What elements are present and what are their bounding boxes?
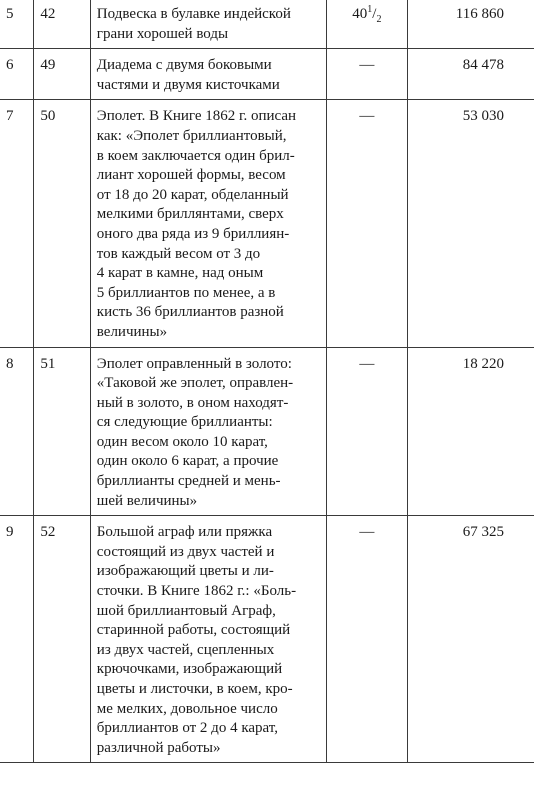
- description-line: Эполет оправленный в золото:: [96, 355, 292, 372]
- inventory-number-cell: 49: [34, 49, 90, 100]
- price-cell: 67 325: [408, 516, 534, 763]
- description-line: мелкими бриллянтами, сверх: [96, 206, 284, 223]
- description-line: Диадема с двумя боковыми: [96, 57, 272, 74]
- carat-cell: [326, 0, 407, 49]
- description-line: ся следующие бриллианты:: [96, 414, 273, 431]
- inventory-number-cell: 50: [34, 100, 90, 347]
- table-row: [0, 49, 534, 100]
- description-line: в коем заключается один брил-: [96, 147, 295, 164]
- description-line: 4 карат в камне, над оным: [96, 265, 264, 282]
- description-line: грани хорошей воды: [96, 25, 229, 42]
- row-number-cell: 6: [0, 49, 34, 100]
- description-line: сточки. В Книге 1862 г.: «Боль-: [96, 583, 297, 600]
- description-line: изображающий цветы и ли-: [96, 563, 274, 580]
- table-row: [0, 100, 534, 347]
- description-line: оного два ряда из 9 бриллиян-: [96, 225, 290, 242]
- description-line: шей величины»: [96, 492, 198, 509]
- inventory-number-cell: 42: [34, 0, 90, 49]
- price-cell: 18 220: [408, 347, 534, 516]
- description-line: от 18 до 20 карат, обделанный: [96, 186, 289, 203]
- description-line: из двух частей, сцепленных: [96, 641, 275, 658]
- carat-fraction-numerator: 1: [367, 4, 373, 15]
- carat-cell: —: [326, 49, 407, 100]
- price-cell: 84 478: [408, 49, 534, 100]
- table-row: [0, 516, 534, 763]
- description-cell: [90, 49, 326, 100]
- description-line: старинной работы, состоящий: [96, 622, 291, 639]
- price-cell: 53 030: [408, 100, 534, 347]
- description-line: Подвеска в булавке индейской: [96, 6, 291, 22]
- description-line: 5 бриллиантов по менее, а в: [96, 284, 276, 301]
- description-line: тов каждый весом от 3 до: [96, 245, 261, 262]
- description-line: Большой аграф или пряжка: [96, 524, 273, 541]
- row-number-cell: 9: [0, 516, 34, 763]
- fraction-slash: /: [372, 6, 377, 22]
- table-row: [0, 0, 534, 49]
- description-line: один весом около 10 карат,: [96, 433, 268, 450]
- carat-cell: —: [326, 100, 407, 347]
- description-line: «Таковой же эполет, оправлен-: [96, 375, 294, 392]
- carat-whole: 40: [352, 6, 368, 22]
- inventory-number-cell: 52: [34, 516, 90, 763]
- description-line: состоящий из двух частей и: [96, 543, 275, 560]
- carat-cell: —: [326, 347, 407, 516]
- description-line: бриллианты средней и мень-: [96, 473, 281, 490]
- price-cell: 116 860: [408, 0, 534, 49]
- description-line: различной работы»: [96, 739, 221, 756]
- description-line: лиант хорошей формы, весом: [96, 167, 286, 184]
- description-line: цветы и листочки, в коем, кро-: [96, 681, 293, 697]
- description-cell: [90, 347, 326, 516]
- description-cell: [90, 0, 326, 49]
- carat-value: [352, 4, 382, 25]
- description-line: бриллиантов от 2 до 4 карат,: [96, 720, 278, 737]
- carat-cell: —: [326, 516, 407, 763]
- row-number-cell: 5: [0, 0, 34, 49]
- description-line: Эполет. В Книге 1862 г. описан: [96, 108, 297, 125]
- description-line: один около 6 карат, а прочие: [96, 453, 279, 470]
- carat-fraction-denominator: 2: [376, 14, 382, 25]
- table-row: [0, 347, 534, 516]
- row-number-cell: 8: [0, 347, 34, 516]
- description-line: шой бриллиантовый Аграф,: [96, 602, 276, 619]
- inventory-number-cell: 51: [34, 347, 90, 516]
- description-cell: [90, 100, 326, 347]
- description-line: ный в золото, в оном находят-: [96, 394, 289, 411]
- row-number-cell: 7: [0, 100, 34, 347]
- description-line: частями и двумя кисточками: [96, 76, 280, 93]
- description-line: как: «Эполет бриллиантовый,: [96, 127, 287, 144]
- description-cell: [90, 516, 326, 763]
- description-line: крючочками, изображающий: [96, 661, 283, 678]
- description-line: величины»: [96, 323, 168, 340]
- description-line: ме мелких, довольное число: [96, 700, 278, 717]
- description-line: кисть 36 бриллиантов разной: [96, 304, 284, 321]
